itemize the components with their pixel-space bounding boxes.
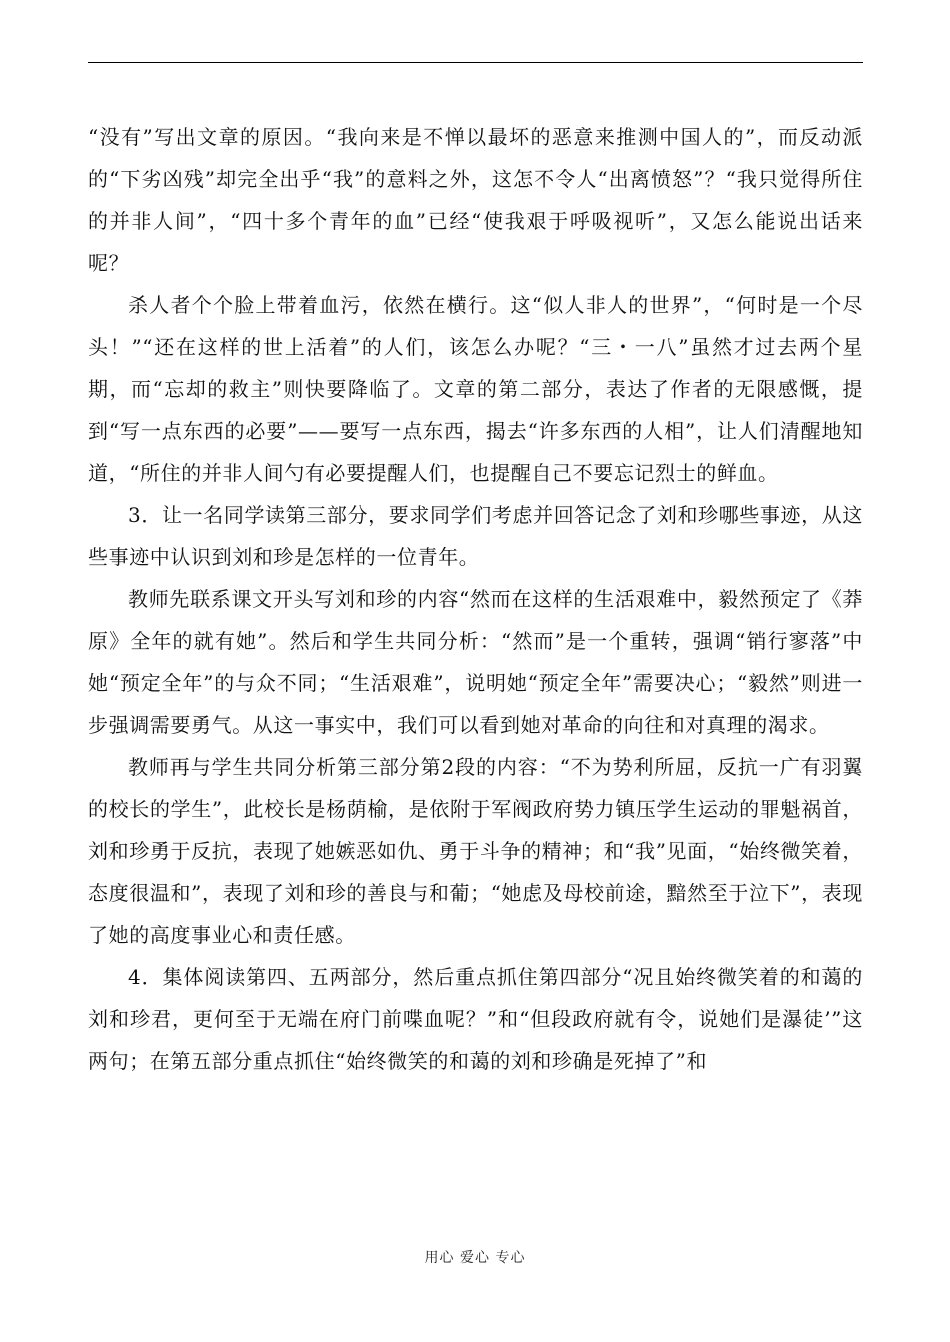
paragraph-6: 4．集体阅读第四、五两部分，然后重点抓住第四部分“况且始终微笑着的和蔼的刘和珍君，更何至于无端在府门前喋血呢？”和“但段政府就有令，说她们是瀑徒’”这两句；在第五部分重点抓住“始终微笑的和蔼的刘和珍确是死掉了”和 <box>88 965 863 1073</box>
paragraph-3: 3．让一名同学读第三部分，要求同学们考虑并回答记念了刘和珍哪些事迹，从这些事迹中认识到刘和珍是怎样的一位青年。 <box>88 503 863 569</box>
paragraph-1: “没有”写出文章的原因。“我向来是不惮以最坏的恶意来推测中国人的”，而反动派的“下劣凶残”却完全出乎“我”的意料之外，这怎不令人“出离愤怒”？“我只觉得所住的并非人间”，“四十多个青年的血”已经“使我艰于呼吸视听”，又怎么能说出话来呢？ <box>88 125 863 275</box>
document-body <box>88 116 863 1082</box>
paragraph-4: 教师先联系课文开头写刘和珍的内容“然而在这样的生活艰难中，毅然预定了《莽原》全年的就有她”。然后和学生共同分析：“然而”是一个重转，强调“销行寥落”中她“预定全年”的与众不同；“生活艰难”，说明她“预定全年”需要决心；“毅然”则进一步强调需要勇气。从这一事实中，我们可以看到她对革命的向往和对真理的渴求。 <box>88 587 863 737</box>
paragraph-2: 杀人者个个脸上带着血污，依然在横行。这“似人非人的世界”，“何时是一个尽头！”“还在这样的世上活着”的人们，该怎么办呢？“三・一八”虽然才过去两个星期，而“忘却的救主”则快要降临了。文章的第二部分，表达了作者的无限感慨，提到“写一点东西的必要”——要写一点东西，揭去“许多东西的人相”，让人们清醒地知道，“所住的并非人间勺有必要提醒人们，也提醒自己不要忘记烈士的鲜血。 <box>88 293 863 485</box>
page-footer: 用心 爱心 专心 <box>424 1250 526 1266</box>
header-rule <box>88 62 863 63</box>
paragraph-5: 教师再与学生共同分析第三部分第2段的内容：“不为势利所屈，反抗一广有羽翼的校长的学生”，此校长是杨荫榆，是依附于军阀政府势力镇压学生运动的罪魁祸首，刘和珍勇于反抗，表现了她嫉恶如仇、勇于斗争的精神；和“我”见面，“始终微笑着，态度很温和”，表现了刘和珍的善良与和葡；“她虑及母校前途，黯然至于泣下”，表现了她的高度事业心和责任感。 <box>88 755 863 947</box>
